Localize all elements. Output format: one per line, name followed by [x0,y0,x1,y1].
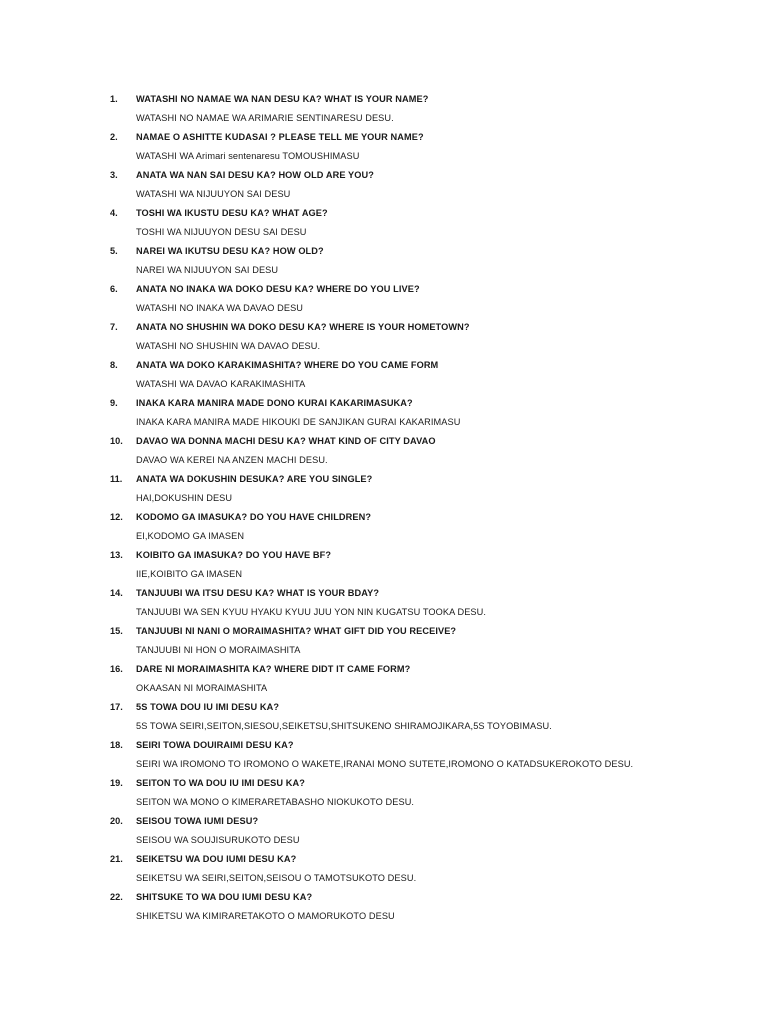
question-text: ANATA WA NAN SAI DESU KA? HOW OLD ARE YOU? [136,170,374,180]
item-number: 15. [110,626,123,636]
list-item [0,775,768,813]
list-item [0,699,768,737]
list-item [0,129,768,167]
question-text: ANATA WA DOKUSHIN DESUKA? ARE YOU SINGLE? [136,474,373,484]
list-item [0,623,768,661]
item-number: 9. [110,398,118,408]
list-item [0,737,768,775]
item-number: 12. [110,512,123,522]
answer-text: NAREI WA NIJUUYON SAI DESU [136,265,279,275]
question-text: 5S TOWA DOU IU IMI DESU KA? [136,702,280,712]
question-text: ANATA NO SHUSHIN WA DOKO DESU KA? WHERE IS YOUR HOMETOWN? [136,322,470,332]
question-text: KODOMO GA IMASUKA? DO YOU HAVE CHILDREN? [136,512,372,522]
item-number: 16. [110,664,123,674]
list-item [0,471,768,509]
item-number: 20. [110,816,123,826]
question-text: NAMAE O ASHITTE KUDASAI ? PLEASE TELL ME YOUR NAME? [136,132,424,142]
item-number: 10. [110,436,123,446]
question-text: SEIKETSU WA DOU IUMI DESU KA? [136,854,297,864]
list-item [0,813,768,851]
answer-text: 5S TOWA SEIRI,SEITON,SIESOU,SEIKETSU,SHITSUKENO SHIRAMOJIKARA,5S TOYOBIMASU. [136,721,552,731]
question-text: SHITSUKE TO WA DOU IUMI DESU KA? [136,892,313,902]
answer-text: SEIKETSU WA SEIRI,SEITON,SEISOU O TAMOTSUKOTO DESU. [136,873,417,883]
item-number: 22. [110,892,123,902]
answer-text: WATASHI NO SHUSHIN WA DAVAO DESU. [136,341,321,351]
list-item [0,319,768,357]
answer-text: WATASHI NO INAKA WA DAVAO DESU [136,303,304,313]
answer-text: INAKA KARA MANIRA MADE HIKOUKI DE SANJIKAN GURAI KAKARIMASU [136,417,461,427]
list-item [0,281,768,319]
answer-text: SHIKETSU WA KIMIRARETAKOTO O MAMORUKOTO DESU [136,911,395,921]
item-number: 18. [110,740,123,750]
item-number: 17. [110,702,123,712]
qa-list [0,91,768,927]
list-item [0,357,768,395]
list-item [0,433,768,471]
answer-text: EI,KODOMO GA IMASEN [136,531,245,541]
list-item [0,585,768,623]
item-number: 4. [110,208,118,218]
item-number: 13. [110,550,123,560]
item-number: 19. [110,778,123,788]
answer-text: SEISOU WA SOUJISURUKOTO DESU [136,835,300,845]
question-text: ANATA NO INAKA WA DOKO DESU KA? WHERE DO YOU LIVE? [136,284,420,294]
question-text: SEIRI TOWA DOUIRAIMI DESU KA? [136,740,294,750]
list-item [0,547,768,585]
item-number: 1. [110,94,118,104]
question-text: TANJUUBI NI NANI O MORAIMASHITA? WHAT GIFT DID YOU RECEIVE? [136,626,457,636]
question-text: WATASHI NO NAMAE WA NAN DESU KA? WHAT IS YOUR NAME? [136,94,429,104]
question-text: NAREI WA IKUTSU DESU KA? HOW OLD? [136,246,324,256]
answer-text: HAI,DOKUSHIN DESU [136,493,233,503]
question-text: ANATA WA DOKO KARAKIMASHITA? WHERE DO YOU CAME FORM [136,360,439,370]
item-number: 3. [110,170,118,180]
list-item [0,205,768,243]
question-text: SEISOU TOWA IUMI DESU? [136,816,259,826]
answer-text: SEIRI WA IROMONO TO IROMONO O WAKETE,IRANAI MONO SUTETE,IROMONO O KATADSUKEROKOTO DESU. [136,759,634,769]
answer-text: WATASHI WA Arimari sentenaresu TOMOUSHIMASU [136,151,360,161]
answer-text: TANJUUBI NI HON O MORAIMASHITA [136,645,301,655]
answer-text: IIE,KOIBITO GA IMASEN [136,569,243,579]
list-item [0,661,768,699]
list-item [0,167,768,205]
item-number: 5. [110,246,118,256]
list-item [0,889,768,927]
answer-text: WATASHI WA DAVAO KARAKIMASHITA [136,379,306,389]
answer-text: WATASHI NO NAMAE WA ARIMARIE SENTINARESU DESU. [136,113,394,123]
answer-text: SEITON WA MONO O KIMERARETABASHO NIOKUKOTO DESU. [136,797,415,807]
item-number: 21. [110,854,123,864]
item-number: 6. [110,284,118,294]
list-item [0,243,768,281]
item-number: 2. [110,132,118,142]
answer-text: OKAASAN NI MORAIMASHITA [136,683,268,693]
answer-text: WATASHI WA NIJUUYON SAI DESU [136,189,291,199]
list-item [0,851,768,889]
question-text: INAKA KARA MANIRA MADE DONO KURAI KAKARIMASUKA? [136,398,413,408]
question-text: DARE NI MORAIMASHITA KA? WHERE DIDT IT CAME FORM? [136,664,411,674]
item-number: 7. [110,322,118,332]
item-number: 8. [110,360,118,370]
question-text: TANJUUBI WA ITSU DESU KA? WHAT IS YOUR BDAY? [136,588,380,598]
answer-text: TANJUUBI WA SEN KYUU HYAKU KYUU JUU YON NIN KUGATSU TOOKA DESU. [136,607,487,617]
list-item [0,395,768,433]
item-number: 14. [110,588,123,598]
question-text: TOSHI WA IKUSTU DESU KA? WHAT AGE? [136,208,328,218]
question-text: KOIBITO GA IMASUKA? DO YOU HAVE BF? [136,550,332,560]
list-item [0,509,768,547]
item-number: 11. [110,474,123,484]
answer-text: TOSHI WA NIJUUYON DESU SAI DESU [136,227,307,237]
question-text: DAVAO WA DONNA MACHI DESU KA? WHAT KIND OF CITY DAVAO [136,436,436,446]
list-item [0,91,768,129]
answer-text: DAVAO WA KEREI NA ANZEN MACHI DESU. [136,455,328,465]
question-text: SEITON TO WA DOU IU IMI DESU KA? [136,778,305,788]
